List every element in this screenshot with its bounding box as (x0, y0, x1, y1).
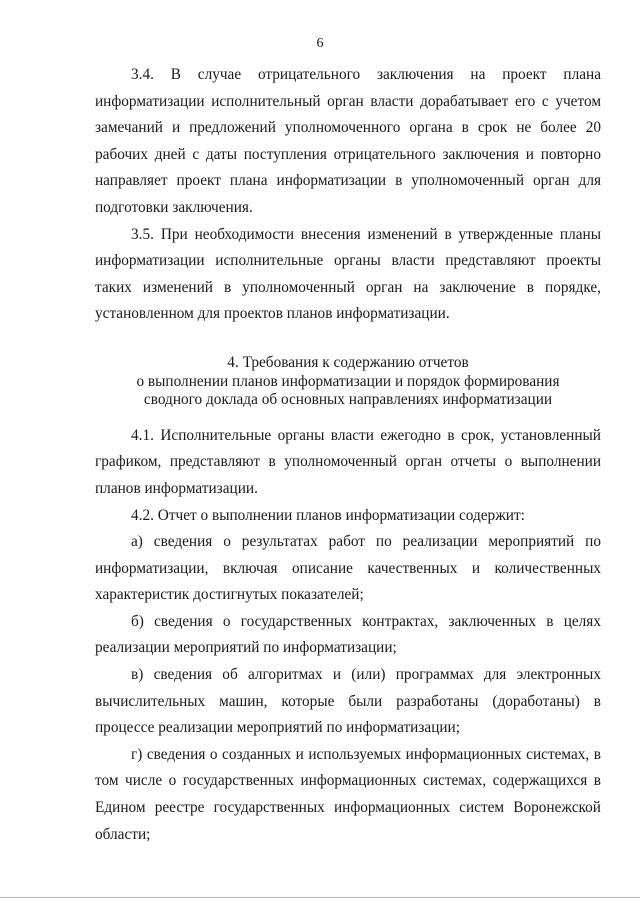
section-heading-line-3: сводного доклада об основных направлениях информатизации (143, 391, 553, 409)
paragraph-3-5: 3.5. При необходимости внесения изменений в утвержденные планы информатизации исполнительные органы власти представляют проекты таких изменений в уполномоченный орган на заключение в порядке, установленном для проектов планов информатизации. (95, 225, 601, 323)
list-item-v: в) сведения об алгоритмах и (или) программах для электронных вычислительных машин, которые были разработаны (доработаны) в процессе реализации мероприятий по информатизации; (95, 666, 601, 737)
list-item-a: а) сведения о результатах работ по реализации мероприятий по информатизации, включая описание качественных и количественных характеристик достигнутых показателей; (95, 533, 601, 604)
section-4-heading (95, 354, 601, 410)
list-item-b: б) сведения о государственных контрактах, заключенных в целях реализации мероприятий по информатизации; (95, 612, 601, 657)
list-item-g: г) сведения о созданных и используемых информационных системах, в том числе о государственных информационных системах, содержащихся в Едином реестре государственных информационных систем Воронежской области; (95, 745, 601, 843)
paragraph-4-2: 4.2. Отчет о выполнении планов информатизации содержит: (131, 506, 525, 524)
section-heading-line-2: о выполнении планов информатизации и порядок формирования (136, 372, 560, 390)
page-number: 6 (316, 36, 324, 51)
page-bottom-edge (0, 897, 640, 898)
document-body (95, 62, 601, 848)
paragraph-4-1: 4.1. Исполнительные органы власти ежегодно в срок, установленный графиком, представляют в уполномоченный орган отчеты о выполнении планов информатизации. (95, 426, 601, 497)
section-heading-line-1: 4. Требования к содержанию отчетов (227, 353, 469, 371)
paragraph-3-4: 3.4. В случае отрицательного заключения на проект плана информатизации исполнительный орган власти дорабатывает его с учетом замечаний и предложений уполномоченного органа в срок не более 20 рабочих дней с даты поступления отрицательного заключения и повторно направляет проект плана информатизации в уполномоченный орган для подготовки заключения. (95, 66, 601, 216)
